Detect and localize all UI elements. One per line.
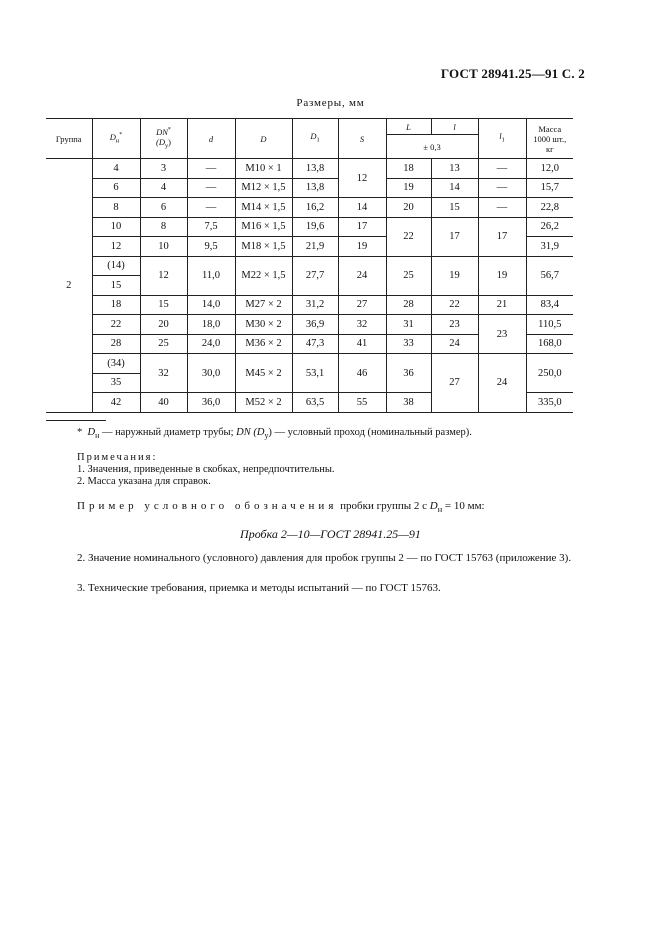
table-row <box>46 295 573 315</box>
cell: M18 × 1,5 <box>235 237 292 257</box>
cell: 14 <box>431 178 478 198</box>
table-row <box>46 354 573 374</box>
cell: 12 <box>338 159 386 198</box>
cell: 10 <box>140 237 187 257</box>
cell: 36 <box>386 354 431 393</box>
cell: 53,1 <box>292 354 338 393</box>
cell: 24,0 <box>187 334 235 354</box>
cell: 17 <box>338 217 386 237</box>
cell: 36,9 <box>292 315 338 335</box>
cell: 10 <box>92 217 140 237</box>
cell: 24 <box>338 256 386 295</box>
cell: 13,8 <box>292 178 338 198</box>
page-header-standard: ГОСТ 28941.25—91 С. 2 <box>440 66 585 81</box>
cell: — <box>478 198 526 218</box>
notes <box>77 452 335 488</box>
col-header-S: S <box>338 119 386 159</box>
cell: 31 <box>386 315 431 335</box>
cell: 13,8 <box>292 159 338 179</box>
cell: (34) <box>92 354 140 374</box>
cell: 8 <box>92 198 140 218</box>
table-row <box>46 256 573 276</box>
col-header-l1: $l_1$ <box>478 119 526 159</box>
cell: 27 <box>431 354 478 413</box>
col-header-d: d <box>187 119 235 159</box>
cell: 21 <box>478 295 526 315</box>
cell: 24 <box>431 334 478 354</box>
cell: 32 <box>140 354 187 393</box>
cell: 4 <box>140 178 187 198</box>
cell: — <box>478 178 526 198</box>
paragraph-3: 3. Технические требования, приемка и методы испытаний — по ГОСТ 15763. <box>77 582 441 594</box>
cell: 28 <box>386 295 431 315</box>
cell: 14 <box>338 198 386 218</box>
cell: 3 <box>140 159 187 179</box>
cell: 55 <box>338 393 386 413</box>
table-row <box>46 178 573 198</box>
col-header-dn-outer: $D_н^*$ <box>92 119 140 159</box>
table-row <box>46 315 573 335</box>
cell: M27 × 2 <box>235 295 292 315</box>
cell: — <box>187 178 235 198</box>
cell: 250,0 <box>526 354 573 393</box>
example-designation: Пробка 2—10—ГОСТ 28941.25—91 <box>240 527 421 541</box>
cell: 26,2 <box>526 217 573 237</box>
cell: 19 <box>338 237 386 257</box>
table-caption: Размеры, мм <box>296 97 365 109</box>
cell: 15 <box>140 295 187 315</box>
cell: 31,9 <box>526 237 573 257</box>
col-header-mass: Масса 1000 шт., кг <box>526 119 573 159</box>
cell: 21,9 <box>292 237 338 257</box>
cell: — <box>187 198 235 218</box>
col-header-tolerance: ± 0,3 <box>386 135 478 159</box>
paragraph-2: 2. Значение номинального (условного) давления для пробок группы 2 — по ГОСТ 15763 (приложение 3). <box>77 552 572 564</box>
cell: 27 <box>338 295 386 315</box>
cell: 15 <box>92 276 140 296</box>
cell: 168,0 <box>526 334 573 354</box>
cell: 47,3 <box>292 334 338 354</box>
cell: M22 × 1,5 <box>235 256 292 295</box>
cell: 20 <box>386 198 431 218</box>
cell: 17 <box>478 217 526 256</box>
cell: 11,0 <box>187 256 235 295</box>
cell: 56,7 <box>526 256 573 295</box>
cell: 25 <box>386 256 431 295</box>
cell: 12 <box>92 237 140 257</box>
cell: 14,0 <box>187 295 235 315</box>
notes-title: Примечания: <box>77 452 158 463</box>
cell: 25 <box>140 334 187 354</box>
cell: 22 <box>386 217 431 256</box>
col-header-D1: $D_1$ <box>292 119 338 159</box>
cell: — <box>478 159 526 179</box>
col-header-group: Группа <box>46 119 92 159</box>
cell: 24 <box>478 354 526 413</box>
cell: 41 <box>338 334 386 354</box>
cell: 22 <box>431 295 478 315</box>
cell: M36 × 2 <box>235 334 292 354</box>
col-header-L: L <box>386 119 431 135</box>
cell: 22,8 <box>526 198 573 218</box>
cell: 27,7 <box>292 256 338 295</box>
cell: 46 <box>338 354 386 393</box>
cell: 8 <box>140 217 187 237</box>
cell: 110,5 <box>526 315 573 335</box>
cell: 20 <box>140 315 187 335</box>
cell: 28 <box>92 334 140 354</box>
cell: 15 <box>431 198 478 218</box>
note-item: 2. Масса указана для справок. <box>77 476 211 487</box>
cell: 18 <box>92 295 140 315</box>
cell: (14) <box>92 256 140 276</box>
cell: 335,0 <box>526 393 573 413</box>
col-header-l: l <box>431 119 478 135</box>
cell: 83,4 <box>526 295 573 315</box>
group-cell: 2 <box>46 159 92 413</box>
cell: 16,2 <box>292 198 338 218</box>
cell: 18 <box>386 159 431 179</box>
cell: 17 <box>431 217 478 256</box>
cell: 19 <box>478 256 526 295</box>
col-header-D: D <box>235 119 292 159</box>
cell: 7,5 <box>187 217 235 237</box>
cell: 32 <box>338 315 386 335</box>
cell: M14 × 1,5 <box>235 198 292 218</box>
cell: 6 <box>140 198 187 218</box>
cell: 19,6 <box>292 217 338 237</box>
cell: 35 <box>92 373 140 393</box>
cell: M45 × 2 <box>235 354 292 393</box>
cell: M12 × 1,5 <box>235 178 292 198</box>
cell: 4 <box>92 159 140 179</box>
table-row <box>46 217 573 237</box>
cell: 40 <box>140 393 187 413</box>
cell: 12 <box>140 256 187 295</box>
cell: 12,0 <box>526 159 573 179</box>
cell: 42 <box>92 393 140 413</box>
footnote-rule <box>46 420 106 421</box>
cell: 38 <box>386 393 431 413</box>
table-row <box>46 198 573 218</box>
dimensions-table <box>46 118 573 413</box>
cell: 30,0 <box>187 354 235 393</box>
cell: 23 <box>431 315 478 335</box>
cell: 6 <box>92 178 140 198</box>
col-header-dn: DN* $(D_у)$ <box>140 119 187 159</box>
cell: M10 × 1 <box>235 159 292 179</box>
example-line: Пример условного обозначения пробки группы 2 с $D_н = 10$ мм: <box>77 500 485 515</box>
cell: M16 × 1,5 <box>235 217 292 237</box>
cell: 36,0 <box>187 393 235 413</box>
footnote: * $D_н$ — наружный диаметр трубы; DN $(D_у)$ — условный проход (номинальный размер). <box>77 427 472 441</box>
cell: 15,7 <box>526 178 573 198</box>
cell: 23 <box>478 315 526 354</box>
cell: 63,5 <box>292 393 338 413</box>
cell: 13 <box>431 159 478 179</box>
cell: 19 <box>431 256 478 295</box>
cell: 18,0 <box>187 315 235 335</box>
cell: M52 × 2 <box>235 393 292 413</box>
cell: 33 <box>386 334 431 354</box>
note-item: 1. Значения, приведенные в скобках, непредпочтительны. <box>77 464 335 475</box>
cell: 19 <box>386 178 431 198</box>
cell: — <box>187 159 235 179</box>
cell: M30 × 2 <box>235 315 292 335</box>
cell: 31,2 <box>292 295 338 315</box>
table-row <box>46 159 573 179</box>
cell: 22 <box>92 315 140 335</box>
cell: 9,5 <box>187 237 235 257</box>
